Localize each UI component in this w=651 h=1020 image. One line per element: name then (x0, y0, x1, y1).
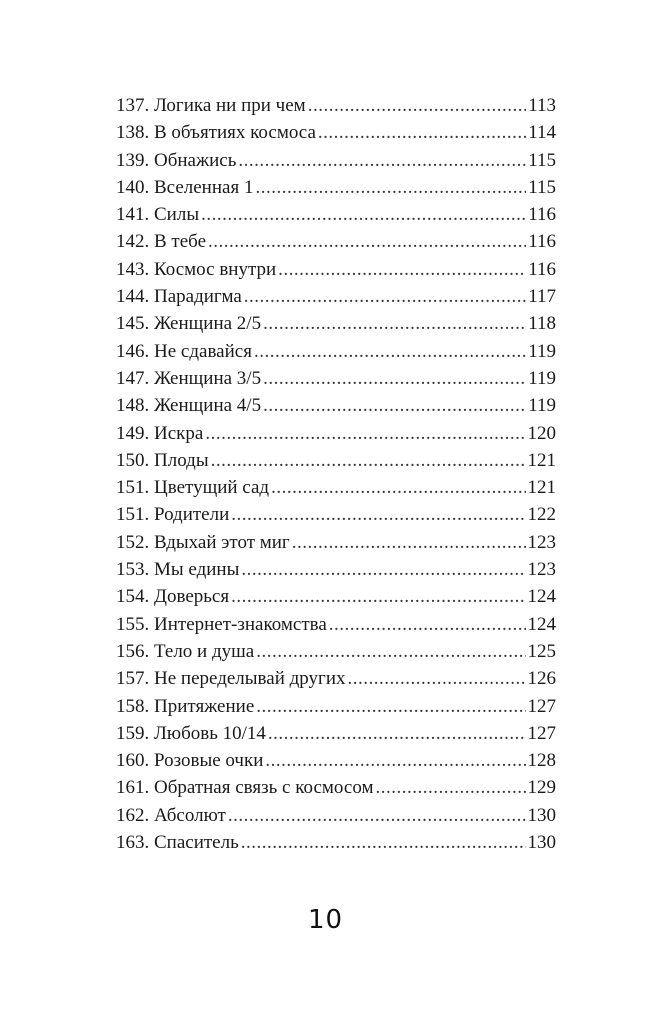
toc-entry-title: 141. Силы (116, 204, 200, 226)
toc-entry (116, 693, 556, 720)
toc-entry (116, 283, 556, 310)
toc-entry-title: 151. Родители (116, 504, 230, 526)
toc-leader-dots (278, 256, 526, 283)
toc-leader-dots (241, 829, 526, 856)
toc-entry (116, 392, 556, 419)
toc-entry-title: 145. Женщина 2/5 (116, 313, 262, 335)
toc-entry-title: 150. Плоды (116, 449, 209, 471)
toc-entry (116, 529, 556, 556)
toc-entry-title: 157. Не переделывай других (116, 668, 346, 690)
toc-entry-title: 153. Мы едины (116, 559, 240, 581)
toc-entry (116, 365, 556, 392)
toc-entry (116, 119, 556, 146)
toc-entry-title: 162. Абсолют (116, 804, 226, 826)
toc-entry (116, 501, 556, 528)
toc-leader-dots (292, 529, 526, 556)
toc-entry-title: 159. Любовь 10/14 (116, 722, 266, 744)
toc-entry-page: 128 (527, 750, 556, 772)
toc-leader-dots (329, 611, 526, 638)
toc-entry-title: 158. Притяжение (116, 695, 255, 717)
toc-entry-title: 140. Вселенная 1 (116, 176, 254, 198)
toc-leader-dots (228, 802, 526, 829)
toc-entry-title: 152. Вдыхай этот миг (116, 531, 290, 553)
toc-entry (116, 228, 556, 255)
toc-leader-dots (238, 147, 526, 174)
toc-leader-dots (265, 747, 525, 774)
toc-entry-title: 146. Не сдавайся (116, 340, 252, 362)
toc-entry-title: 144. Парадигма (116, 286, 242, 308)
toc-entry-page: 121 (527, 477, 556, 499)
toc-entry-page: 130 (527, 832, 556, 854)
toc-entry (116, 447, 556, 474)
toc-entry (116, 720, 556, 747)
toc-entry (116, 611, 556, 638)
table-of-contents (116, 92, 556, 856)
toc-entry-page: 113 (528, 95, 556, 116)
toc-entry-page: 121 (527, 449, 556, 471)
toc-entry-page: 130 (527, 804, 556, 826)
toc-entry (116, 583, 556, 610)
toc-leader-dots (308, 92, 527, 119)
toc-entry-page: 115 (528, 149, 556, 171)
toc-leader-dots (211, 447, 526, 474)
toc-leader-dots (205, 420, 525, 447)
toc-entry-page: 123 (527, 559, 556, 581)
toc-entry (116, 802, 556, 829)
toc-entry-title: 139. Обнажись (116, 149, 237, 171)
toc-entry-page: 123 (527, 531, 556, 553)
toc-entry-title: 156. Тело и душа (116, 640, 255, 662)
toc-entry (116, 92, 556, 119)
toc-entry-title: 163. Спаситель (116, 832, 239, 854)
toc-entry-page: 124 (527, 613, 556, 635)
toc-entry-page: 127 (527, 722, 556, 744)
toc-entry-title: 143. Космос внутри (116, 258, 277, 280)
toc-entry-page: 124 (527, 586, 556, 608)
toc-entry-page: 125 (527, 640, 556, 662)
toc-entry-page: 119 (528, 367, 556, 389)
toc-leader-dots (201, 201, 526, 228)
toc-entry (116, 338, 556, 365)
toc-entry (116, 201, 556, 228)
toc-entry-title: 148. Женщина 4/5 (116, 395, 262, 417)
toc-entry-page: 116 (528, 204, 556, 226)
toc-leader-dots (231, 583, 525, 610)
toc-entry-page: 115 (528, 176, 556, 198)
toc-leader-dots (241, 556, 525, 583)
toc-entry (116, 474, 556, 501)
toc-leader-dots (256, 693, 525, 720)
toc-entry-page: 119 (528, 395, 556, 417)
toc-entry-title: 138. В объятиях космоса (116, 122, 316, 144)
toc-leader-dots (208, 228, 526, 255)
toc-leader-dots (375, 774, 525, 801)
toc-entry-title: 142. В тебе (116, 231, 207, 253)
toc-entry-page: 127 (527, 695, 556, 717)
toc-leader-dots (318, 119, 526, 146)
toc-entry (116, 556, 556, 583)
toc-leader-dots (255, 174, 526, 201)
toc-leader-dots (268, 720, 526, 747)
toc-leader-dots (256, 638, 525, 665)
toc-leader-dots (263, 365, 526, 392)
toc-entry (116, 774, 556, 801)
toc-entry-page: 117 (528, 286, 556, 308)
toc-entry-page: 116 (528, 231, 556, 253)
page-number: 10 (307, 905, 344, 935)
toc-entry (116, 256, 556, 283)
toc-leader-dots (244, 283, 526, 310)
toc-leader-dots (263, 392, 526, 419)
toc-entry-title: 155. Интернет-знакомства (116, 613, 327, 635)
toc-leader-dots (271, 474, 525, 501)
toc-entry-page: 119 (528, 340, 556, 362)
toc-leader-dots (231, 501, 525, 528)
toc-entry-title: 137. Логика ни при чем (116, 95, 306, 116)
toc-entry (116, 638, 556, 665)
toc-entry-title: 160. Розовые очки (116, 750, 264, 772)
toc-entry-page: 129 (527, 777, 556, 799)
toc-entry (116, 420, 556, 447)
toc-entry-page: 114 (528, 122, 556, 144)
toc-entry (116, 829, 556, 856)
toc-entry-title: 147. Женщина 3/5 (116, 367, 262, 389)
toc-leader-dots (254, 338, 526, 365)
toc-entry-page: 122 (527, 504, 556, 526)
toc-entry-page: 118 (528, 313, 556, 335)
toc-entry (116, 747, 556, 774)
toc-entry-page: 116 (528, 258, 556, 280)
toc-leader-dots (347, 665, 525, 692)
toc-entry-page: 126 (527, 668, 556, 690)
toc-entry-title: 154. Доверься (116, 586, 230, 608)
toc-entry-title: 161. Обратная связь с космосом (116, 777, 374, 799)
toc-entry (116, 665, 556, 692)
toc-entry (116, 310, 556, 337)
toc-entry (116, 147, 556, 174)
toc-entry-page: 120 (527, 422, 556, 444)
toc-entry (116, 174, 556, 201)
toc-leader-dots (263, 310, 526, 337)
toc-entry-title: 151. Цветущий сад (116, 477, 270, 499)
toc-entry-title: 149. Искра (116, 422, 204, 444)
